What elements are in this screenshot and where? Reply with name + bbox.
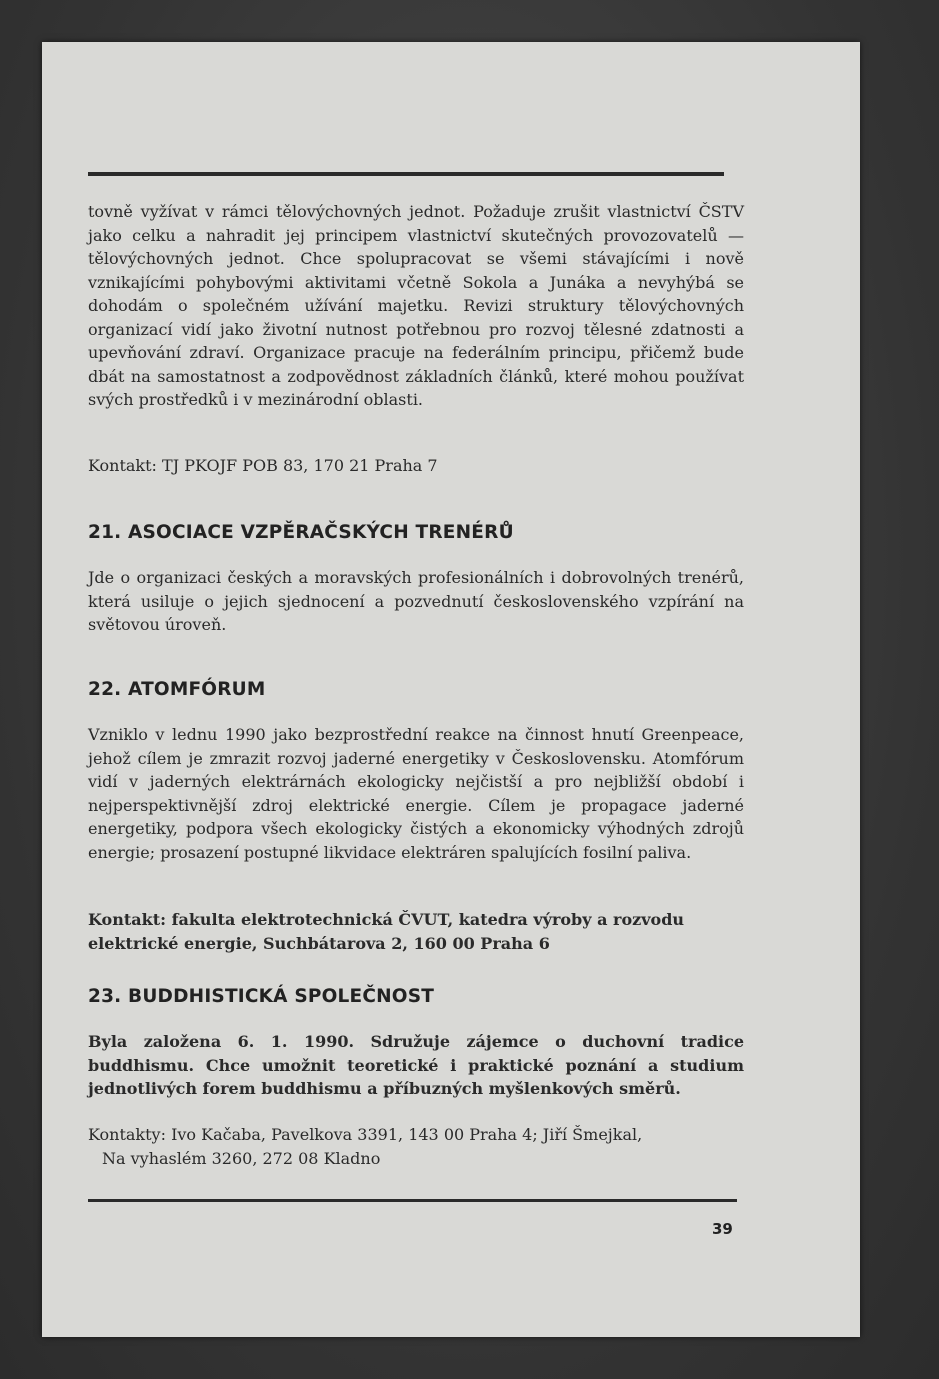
section-23-body: Byla založena 6. 1. 1990. Sdružuje zájemce o duchovní tradice buddhismu. Chce umožnit teoretické i praktické poznání a studium jednotlivých forem buddhismu a příbuzných myšlenkových směrů.	[88, 1032, 744, 1098]
section-22-heading: 22. ATOMFÓRUM	[88, 679, 266, 700]
section-21-heading: 21. ASOCIACE VZPĚRAČSKÝCH TRENÉRŮ	[88, 522, 514, 543]
intro-paragraph: tovně vyžívat v rámci tělovýchovných jednot. Požaduje zrušit vlastnictví ČSTV jako celku a nahradit jej principem vlastnictví skutečných provozovatelů — tělovýchovných jednot. Chce spolupracovat se všemi stávajícími i nově vznikajícími pohybovými aktivitami včetně Sokola a Junáka a nevyhýbá se dohodám o společném užívání majetku. Revizi struktury tělovýchovných organizací vidí jako životní nutnost potřebnou pro rozvoj tělesné zdatnosti a upevňování zdraví. Organizace pracuje na federálním principu, přičemž bude dbát na samostatnost a zodpovědnost základních článků, které mohou používat svých prostředků i v mezinárodní oblasti.	[88, 202, 744, 409]
page-number: 39	[712, 1220, 733, 1238]
bottom-rule	[88, 1199, 737, 1202]
section-23-heading: 23. BUDDHISTICKÁ SPOLEČNOST	[88, 986, 435, 1007]
section-23-contact-line2: Na vyhaslém 3260, 272 08 Kladno	[102, 1149, 381, 1168]
intro-contact: Kontakt: TJ PKOJF POB 83, 170 21 Praha 7	[88, 456, 438, 475]
section-21-body: Jde o organizaci českých a moravských profesionálních i dobrovolných trenérů, která usiluje o jejich sjednocení a pozvednutí československého vzpírání na světovou úroveň.	[88, 568, 744, 634]
section-23-contact-line1: Kontakty: Ivo Kačaba, Pavelkova 3391, 143 00 Praha 4; Jiří Šmejkal,	[88, 1125, 643, 1144]
section-22-body: Vzniklo v lednu 1990 jako bezprostřední reakce na činnost hnutí Greenpeace, jehož cílem je zmrazit rozvoj jaderné energetiky v Československu. Atomfórum vidí v jaderných elektrárnách ekologicky nejčistší a pro nejbližší období i nejperspektivnější zdroj elektrické energie. Cílem je propagace jaderné energetiky, podpora všech ekologicky čistých a ekonomicky výhodných zdrojů energie; prosazení postupné likvidace elektráren spalujících fosilní paliva.	[88, 725, 744, 862]
document-page	[42, 42, 860, 1337]
section-22-contact-line1: Kontakt: fakulta elektrotechnická ČVUT, katedra výroby a rozvodu	[88, 910, 685, 929]
top-rule	[88, 172, 724, 176]
section-22-contact-line2: elektrické energie, Suchbátarova 2, 160 00 Praha 6	[88, 934, 550, 953]
